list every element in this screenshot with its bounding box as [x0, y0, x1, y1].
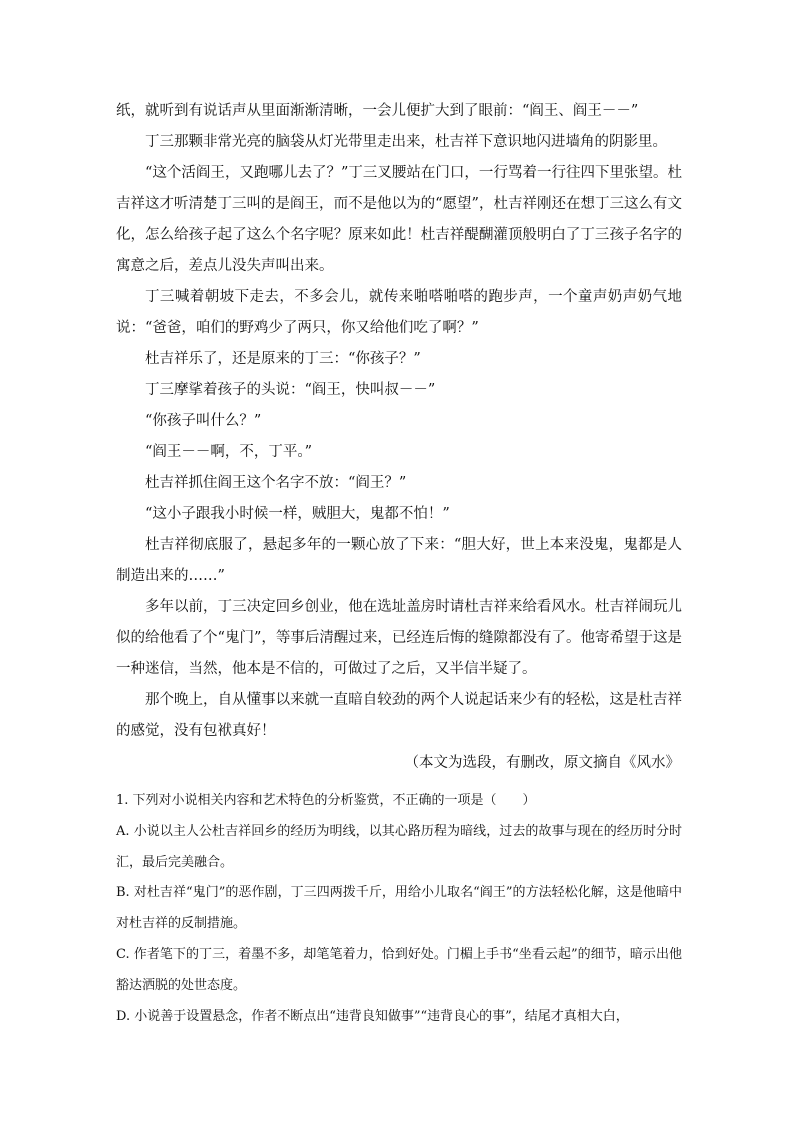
- paragraph: “阎王－－啊，不，丁平。”: [145, 444, 313, 460]
- paragraph: 那个晚上，自从懂事以来就一直暗自较劲的两个人说起话来少有的轻松，这是杜吉祥的感觉，没有包袱真好！: [116, 692, 682, 739]
- paragraph: 多年以前，丁三决定回乡创业，他在选址盖房时请杜吉祥来给看风水。杜吉祥闹玩儿似的给他看了个“鬼门”，等事后清醒过来，已经连后悔的缝隙都没有了。他寄希望于这是一种迷信，当然，他本是不信的，可做过了之后，又半信半疑了。: [116, 599, 682, 677]
- paragraph: 丁三喊着朝坡下走去，不多会儿，就传来啪嗒啪嗒的跑步声，一个童声奶声奶气地说：“爸爸，咱们的野鸡少了两只，你又给他们吃了啊？”: [116, 289, 682, 336]
- paragraph: 杜吉祥乐了，还是原来的丁三：“你孩子？”: [145, 351, 421, 367]
- document-page: [116, 96, 682, 1032]
- option-a: A. 小说以主人公杜吉祥回乡的经历为明线，以其心路历程为暗线，过去的故事与现在的经历时分时汇，最后完美融合。: [116, 823, 682, 870]
- paragraph: “这个活阎王，又跑哪儿去了？”丁三叉腰站在门口，一行骂着一行往四下里张望。杜吉祥这才听清楚丁三叫的是阎王，而不是他以为的“愿望”，杜吉祥刚还在想丁三这么有文化，怎么给孩子起了这么个名字呢？原来如此！杜吉祥醍醐灌顶般明白了丁三孩子名字的寓意之后，差点儿没失声叫出来。: [116, 165, 682, 274]
- paragraph: “这小子跟我小时候一样，贼胆大，鬼都不怕！”: [145, 506, 450, 522]
- paragraph: “你孩子叫什么？”: [145, 413, 262, 429]
- paragraph: 纸，就听到有说话声从里面渐渐清晰，一会儿便扩大到了眼前：“阎王、阎王－－”: [116, 103, 639, 119]
- paragraph: 杜吉祥彻底服了，悬起多年的一颗心放了下来：“胆大好，世上本来没鬼，鬼都是人制造出来的……”: [116, 537, 682, 584]
- paragraph: 丁三那颗非常光亮的脑袋从灯光带里走出来，杜吉祥下意识地闪进墙角的阴影里。: [145, 134, 667, 150]
- option-b: B. 对杜吉祥“鬼门”的恶作剧，丁三四两拨千斤，用给小儿取名“阎王”的方法轻松化解，这是他暗中对杜吉祥的反制措施。: [116, 885, 682, 932]
- paragraph: 杜吉祥抓住阎王这个名字不放：“阎王？”: [145, 475, 407, 491]
- source-note: （本文为选段，有删改，原文摘自《风水》: [404, 755, 680, 771]
- option-c: C. 作者笔下的丁三，着墨不多，却笔笔着力，恰到好处。门楣上手书“坐看云起”的细节，暗示出他豁达洒脱的处世态度。: [116, 946, 682, 993]
- option-d: D. 小说善于设置悬念，作者不断点出“违背良知做事”“违背良心的事”，结尾才真相大白，: [116, 1008, 629, 1024]
- question-stem: 1. 下列对小说相关内容和艺术特色的分析鉴赏，不正确的一项是（ ）: [116, 793, 536, 808]
- paragraph: 丁三摩挲着孩子的头说：“阎王，快叫叔－－”: [145, 382, 436, 398]
